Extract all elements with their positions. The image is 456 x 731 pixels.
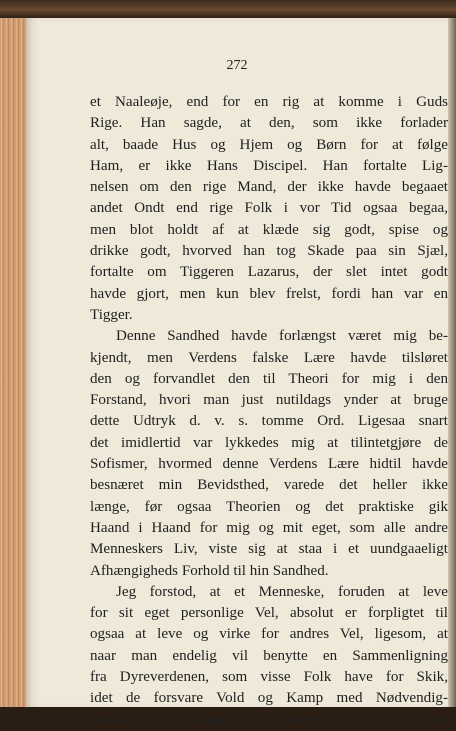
page-number: 272 xyxy=(226,58,248,73)
text-line: Ham, er ikke Hans Discipel. Han fortalte Lig- xyxy=(90,157,448,174)
paragraph xyxy=(90,326,448,582)
text-line: Sofismer, hvormed denne Verdens Lære hidtil havde xyxy=(90,456,448,473)
page-edges xyxy=(0,18,26,707)
text-line: nelsen om den rige Mand, der ikke havde begaaet xyxy=(90,179,448,196)
text-line: Haand i Haand for mig og mit eget, som alle andre xyxy=(90,519,448,536)
text-line: alt, baade Hus og Hjem og Børn for at følge xyxy=(90,136,448,153)
text-line: kjendt, men Verdens falske Lære havde tilsløret xyxy=(90,349,448,366)
book-binding-top xyxy=(0,0,456,18)
paragraph xyxy=(90,582,448,731)
text-line: et Naaleøje, end for en rig at komme i Guds xyxy=(90,94,448,110)
text-line: havde gjort, men kun blev frelst, fordi han var en xyxy=(90,285,448,302)
text-line: Denne Sandhed havde forlængst været mig be- xyxy=(116,328,448,345)
text-line: drikke godt, hvorved han tog Skade paa sin Sjæl, xyxy=(90,243,448,260)
text-line: ogsaa at leve og virke for andres Vel, ligesom, at xyxy=(90,626,448,643)
text-line: det imidlertid var lykkedes mig at tilintetgjøre de xyxy=(90,434,448,451)
text-line: men blot holdt af at klæde sig godt, spise og xyxy=(90,221,448,238)
text-line: andet Ondt end rige Folk i vor Tid ogsaa begaa, xyxy=(90,200,448,217)
text-line: Menneskers Liv, viste sig at staa i et uundgaaeligt xyxy=(90,541,448,558)
text-line: idet de forsvare Vold og Kamp med Nødvendig- xyxy=(90,690,448,707)
text-line: for sit eget personlige Vel, absolut er forpligtet til xyxy=(90,605,448,622)
book-page xyxy=(26,18,448,728)
text-line: fortalte om Tiggeren Lazarus, der slet intet godt xyxy=(90,264,448,281)
paragraph xyxy=(90,92,448,326)
text-line: heden af at kæmpe for Tilværelsen, — at denne xyxy=(90,711,448,728)
text-line: Jeg forstod, at et Menneske, foruden at leve xyxy=(116,583,448,600)
text-line: dette Udtryk d. v. s. tomme Ord. Ligesaa snart xyxy=(90,413,448,430)
text-line: naar man endelig vil benytte en Sammenligning xyxy=(90,647,448,664)
page-right-edge xyxy=(448,18,456,707)
text-line: Afhængigheds Forhold til hin Sandhed. xyxy=(90,562,329,579)
text-line: den og forvandlet den til Theori for mig i den xyxy=(90,370,448,387)
text-line: fra Dyreverdenen, som visse Folk have for Skik, xyxy=(90,669,448,686)
text-line: Forstand, hvori man just nutildags ynder at bruge xyxy=(90,392,448,409)
text-line: Rige. Han sagde, at den, som ikke forlader xyxy=(90,115,448,132)
text-line: Tigger. xyxy=(90,306,133,323)
body-text xyxy=(90,92,448,731)
text-line: besnæret min Bevidsthed, varede det heller ikke xyxy=(90,477,448,494)
text-line: længe, før ogsaa Theorien og det praktiske gik xyxy=(90,498,448,515)
